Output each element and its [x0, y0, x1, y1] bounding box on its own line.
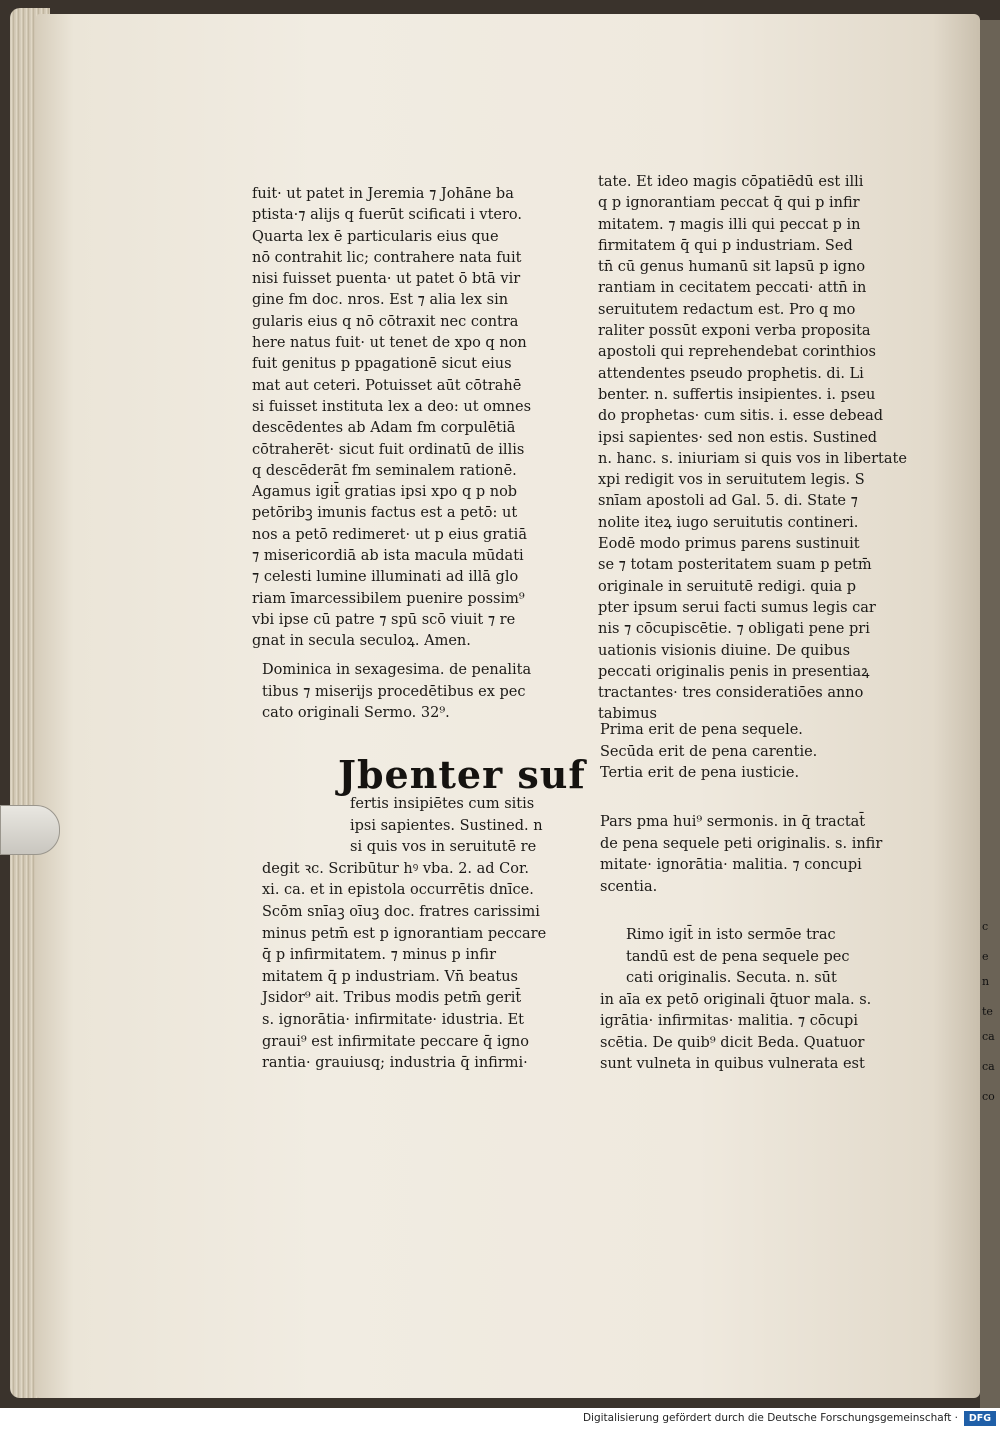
text-line: xi. ca. et in epistola occurrētis dnīce. — [262, 882, 534, 899]
dfg-logo: DFG — [964, 1411, 996, 1426]
text-line: nolite iteꝝ iugo seruitutis contineri. — [598, 514, 859, 531]
heading-line: tibus ⁊ miserijs procedētibus ex pec — [262, 683, 526, 700]
margin-letter: e — [982, 950, 989, 963]
text-line: peccati originalis penis in presentiaꝝ — [598, 663, 870, 680]
text-line: raliter possūt exponi verba proposita — [598, 323, 871, 340]
margin-letter: n — [982, 975, 990, 988]
text-line: scētia. De quib⁹ dicit Beda. Quatuor — [600, 1034, 865, 1051]
text-line: attendentes pseudo prophetis. di. Li — [598, 365, 864, 382]
text-line: cati originalis. Secuta. n. sūt — [626, 970, 837, 986]
text-line: s. ignorātia· infirmitate· idustria. Et — [262, 1011, 524, 1028]
footer-bar — [0, 1408, 1000, 1430]
adjacent-page-strip — [980, 20, 1000, 1408]
text-line: Scōm snīaꝫ oīuꝫ doc. fratres carissimi — [262, 903, 540, 920]
text-line: igrātia· infirmitas· malitia. ⁊ cōcupi — [600, 1013, 858, 1029]
primo-paragraph — [600, 925, 871, 1076]
text-line: q p ignorantiam peccat q̄ qui p infir — [598, 195, 860, 212]
text-line: q̄ p infirmitatem. ⁊ minus p infir — [262, 947, 496, 964]
text-line: fertis insipiētes cum sitis — [350, 796, 535, 812]
text-line: in aīa ex petō originali q̄tuor mala. s. — [600, 991, 872, 1008]
sermon-heading — [262, 660, 582, 725]
right-column-text — [598, 172, 918, 726]
text-line: rantiam in cecitatem peccati· attn̄ in — [598, 280, 867, 297]
funding-notice: Digitalisierung gefördert durch die Deutsche Forschungsgemeinschaft · — [582, 1412, 958, 1424]
text-line: Prima erit de pena sequele. — [600, 722, 803, 738]
text-line: si quis vos in seruitutē re — [350, 839, 537, 856]
text-line: originale in seruitutē redigi. quia p — [598, 578, 857, 595]
text-line: ipsi sapientes· sed non estis. Sustined — [598, 429, 878, 446]
text-line: tn̄ cū genus humanū sit lapsū p igno — [598, 259, 866, 276]
margin-letter: ca — [982, 1060, 995, 1073]
text-line: mitate· ignorātia· malitia. ⁊ concupi — [600, 857, 862, 873]
considerations-list — [600, 720, 817, 785]
decorated-initial: Jbenter suf — [338, 752, 586, 797]
sermon-opening-text — [262, 794, 592, 1075]
text-line: cōtraherēt· sicut fuit ordinatū de illis — [252, 441, 525, 458]
text-line: Tertia erit de pena iusticie. — [600, 765, 800, 781]
text-line: firmitatem q̄ qui p industriam. Sed — [598, 237, 853, 254]
text-line: seruitutem redactum est. Pro q mo — [598, 301, 856, 318]
text-line: Pars pma hui⁹ sermonis. in q̄ tractat̄ — [600, 814, 866, 830]
text-line: benter. n. suffertis insipientes. i. pseu — [598, 386, 876, 403]
text-line: gularis eius q nō cōtraxit nec contra — [252, 313, 519, 330]
heading-line: cato originali Sermo. 32⁹. — [262, 705, 450, 721]
text-line: scentia. — [600, 878, 658, 895]
text-line: uationis visionis diuine. De quibus — [598, 642, 851, 659]
margin-letter: co — [982, 1090, 995, 1103]
text-line: minus petm̄ est p ignorantiam peccare — [262, 925, 547, 942]
text-line: ⁊ misericordiā ab ista macula mūdati — [252, 548, 524, 565]
margin-letter: ca — [982, 1030, 995, 1043]
heading-line: Dominica in sexagesima. de penalita — [262, 662, 532, 678]
book-clip — [0, 805, 60, 855]
text-line: rantia· grauiusq; industria q̄ infirmi· — [262, 1055, 528, 1072]
text-line: vbi ipse cū patre ⁊ spū scō viuit ⁊ re — [252, 611, 516, 628]
text-line: snīam apostoli ad Gal. 5. di. State ⁊ — [598, 493, 858, 510]
text-line: nos a petō redimeret· ut p eius gratiā — [252, 526, 527, 543]
text-line: nis ⁊ cōcupiscētie. ⁊ obligati pene pri — [598, 621, 870, 638]
text-line: fuit· ut patet in Jeremia ⁊ Johāne ba — [252, 186, 514, 202]
text-line: nisi fuisset puenta· ut patet ō btā vir — [252, 271, 521, 288]
text-line: ⁊ celesti lumine illuminati ad illā glo — [252, 569, 519, 586]
text-line: do prophetas· cum sitis. i. esse debead — [598, 408, 884, 425]
text-line: de pena sequele peti originalis. s. infir — [600, 835, 883, 852]
text-line: gnat in secula seculoꝝ. Amen. — [252, 633, 471, 650]
text-line: Quarta lex ē particularis eius que — [252, 228, 499, 245]
text-line: mitatem q̄ p industriam. Vn̄ beatus — [262, 968, 518, 985]
text-line: degit ꝛc. Scribūtur hꝰ vba. 2. ad Cor. — [262, 860, 529, 877]
text-line: xpi redigit vos in seruitutem legis. S — [598, 472, 865, 489]
text-line: sunt vulneta in quibus vulnerata est — [600, 1056, 865, 1072]
margin-letter: te — [982, 1005, 993, 1018]
text-line: se ⁊ totam posteritatem suam p petm̄ — [598, 557, 872, 574]
text-line: Agamus igit̄ gratias ipsi xpo q p nob — [252, 484, 518, 501]
text-line: gine fm doc. nros. Est ⁊ alia lex sin — [252, 292, 509, 309]
text-line: apostoli qui reprehendebat corinthios — [598, 344, 876, 361]
text-line: descēdentes ab Adam fm corpulētiā — [252, 420, 516, 437]
text-line: mat aut ceteri. Potuisset aūt cōtrahē — [252, 377, 522, 394]
text-line: tate. Et ideo magis cōpatiēdū est illi — [598, 174, 864, 190]
left-column-text — [252, 184, 582, 653]
text-line: tractantes· tres consideratiōes anno — [598, 685, 864, 702]
text-line: Rimo igit̄ in isto sermōe trac — [626, 927, 836, 943]
text-line: petōribꝫ imunis factus est a petō: ut — [252, 505, 518, 522]
text-line: riam īmarcessibilem puenire possim⁹ — [252, 590, 525, 607]
text-line: graui⁹ est infirmitate peccare q̄ igno — [262, 1033, 529, 1050]
text-line: ipsi sapientes. Sustined. n — [350, 817, 543, 834]
pars-prima-text — [600, 812, 882, 898]
text-line: Jsidor⁹ ait. Tribus modis petm̄ gerit̄ — [262, 990, 522, 1007]
text-line: n. hanc. s. iniuriam si quis vos in libertate — [598, 450, 907, 467]
text-line: nō contrahit lic; contrahere nata fuit — [252, 249, 522, 266]
text-line: here natus fuit· ut tenet de xpo q non — [252, 335, 527, 352]
text-line: tabimus — [598, 706, 657, 723]
text-line: fuit genitus p ppagationē sicut eius — [252, 356, 512, 373]
text-line: ptista·⁊ alijs q fuerūt scificati i vtero. — [252, 207, 523, 224]
text-line: q descēderāt fm seminalem rationē. — [252, 462, 517, 479]
text-line: Eodē modo primus parens sustinuit — [598, 536, 860, 553]
text-line: si fuisset instituta lex a deo: ut omnes — [252, 398, 532, 415]
margin-letter: c — [982, 920, 989, 933]
text-line: Secūda erit de pena carentie. — [600, 743, 818, 760]
text-line: pter ipsum serui facti sumus legis car — [598, 599, 876, 616]
text-line: mitatem. ⁊ magis illi qui peccat p in — [598, 216, 861, 233]
text-line: tandū est de pena sequele pec — [626, 948, 850, 965]
